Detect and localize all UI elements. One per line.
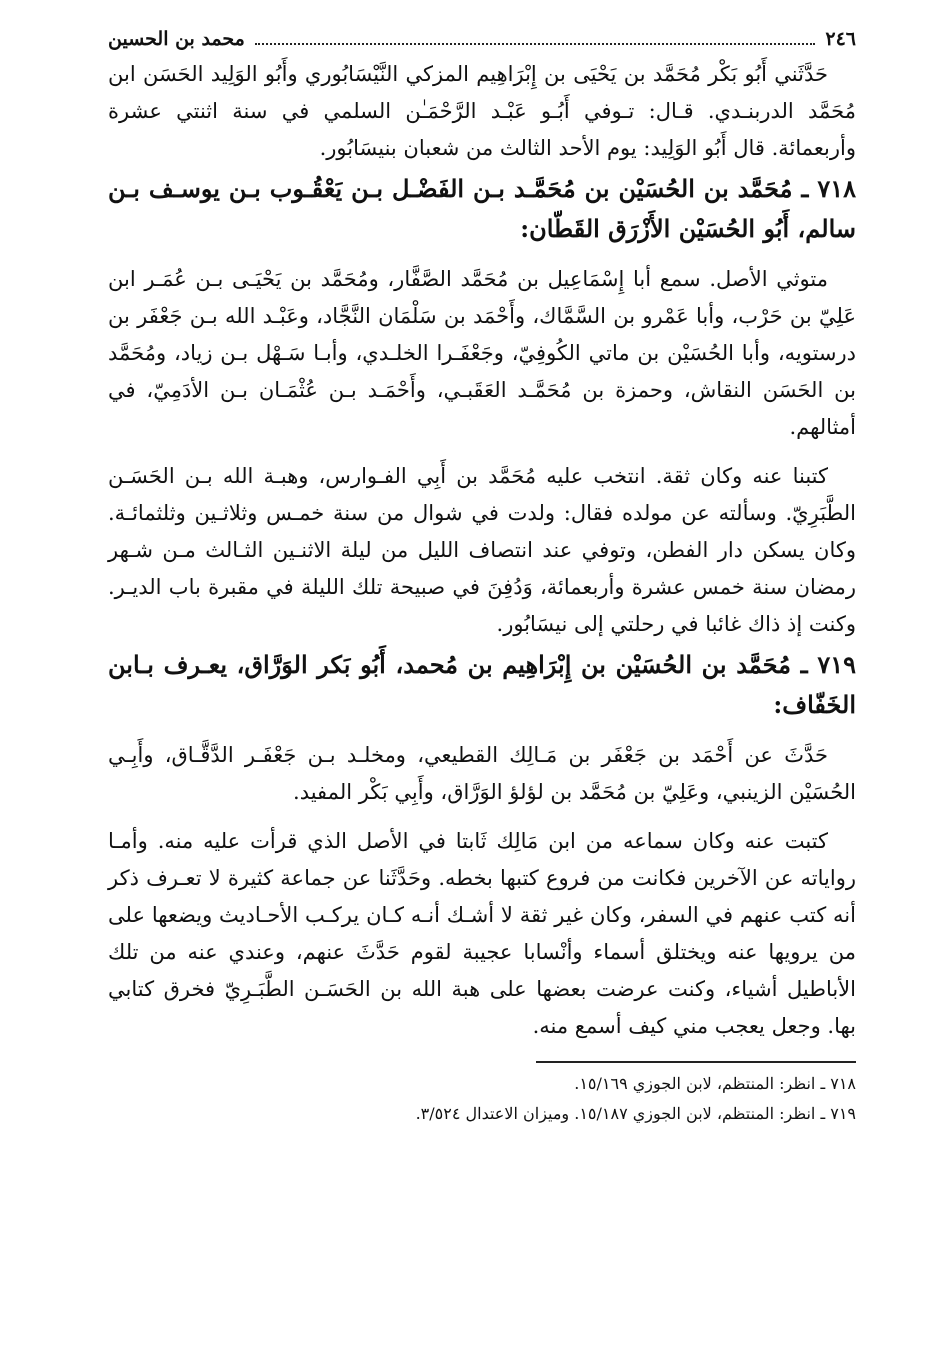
- running-header: [108, 22, 856, 56]
- entry-718-paragraph-1: متوثي الأصل. سمع أبا إِسْمَاعِيل بن مُحَمَّد الصَّفَّار، ومُحَمَّد بن يَحْيَـى بـن عُمَـر ابن عَلِيّ بن حَرْب، وأبا عَمْرو بن السَّمَّاك، وأَحْمَد بن سَلْمَان النَّجَّاد، وعَبْـد الله بـن جَعْفَر بن درستويه، وأبا الحُسَيْن بن ماتي الكُوفِيّ، وجَعْفَـرا الخلـدي، وأبـا سَـهْل بـن زياد، ومُحَمَّد بن الحَسَن النقاش، وحمزة بن مُحَمَّـد العَقَبـي، وأَحْمَـد بـن عُثْمَـان بـن الأدَمِيّ، في أمثالهم.: [108, 267, 856, 439]
- page-number: ٢٤٦: [825, 28, 856, 50]
- footnote-719: ٧١٩ ـ انظر: المنتظم، لابن الجوزي ١٥/١٨٧. وميزان الاعتدال ٣/٥٢٤.: [415, 1104, 856, 1123]
- footnote-718: ٧١٨ ـ انظر: المنتظم، لابن الجوزي ١٥/١٦٩.: [574, 1074, 856, 1093]
- entry-718-paragraph-2: كتبنا عنه وكان ثقة. انتخب عليه مُحَمَّد بن أَبِي الفـوارس، وهبـة الله بـن الحَسَـن الطَّبَرِيّ. وسألته عن مولده فقال: ولدت في شوال من سنة خمـس وثلاثـين وثلثمائـة. وكان يسكن دار الفطن، وتوفي عند انتصاف الليل من ليلة الاثنـين الثـالث مـن شـهر رمضان سنة خمس عشرة وأربعمائة، وَدُفِنَ في صبيحة تلك الليلة في مقبرة باب الديـر. وكنت إذ ذاك غائبا في رحلتي إلى نيسَابُور.: [108, 464, 856, 636]
- spacer: [108, 811, 856, 823]
- spacer: [108, 446, 856, 458]
- footnote-divider: [536, 1061, 856, 1063]
- leader-dots: [255, 25, 816, 45]
- entry-719-heading: ٧١٩ ـ مُحَمَّد بن الحُسَيْن بن إِبْرَاهِيم بن مُحمد، أَبُو بَكر الوَرَّاق، يعـرف بـابن الخَفّاف:: [108, 650, 857, 719]
- running-title: محمد بن الحسين: [108, 28, 245, 50]
- entry-718-heading: ٧١٨ ـ مُحَمَّد بن الحُسَيْن بن مُحَمَّـد بـن الفَضْـل بـن يَعْقُـوب بـن يوسـف بـن سالم، أَبُو الحُسَيْن الأَزْرَق القَطّان:: [108, 174, 856, 243]
- spacer: [108, 249, 856, 261]
- intro-paragraph: حَدَّثَني أَبُو بَكْر مُحَمَّد بن يَحْيَى بن إِبْرَاهِيم المزكي النَّيْسَابُوري وأَبُو الوَلِيد الحَسَن ابن مُحَمَّد الدربنـدي. قـال: تـوفي أَبُـو عَبْـد الرَّحْمَـٰن السلمي في سنة اثنتي عشرة وأربعمائة. قال أَبُو الوَلِيد: يوم الأحد الثالث من شعبان بنيسَابُور.: [108, 62, 856, 160]
- entry-719-paragraph-2: كتبت عنه وكان سماعه من ابن مَالِك ثَابتا في الأصل الذي قرأت عليه منه. وأمـا رواياته عن الآخرين فكانت من فروع كتبها بخطه. وحَدَّثَنا عن جماعة كثيرة لا تعـرف ذكر أنه كتب عنهم في السفر، وكان غير ثقة لا أشـك أنـه كـان يركـب الأحـاديث ويضعها على من يرويها عنه ويختلق أسماء وأنْسابا عجيبة لقوم حَدَّثَ عنهم، وعندي عنه من تلك الأباطيل أشياء، وكنت عرضت بعضها على هبة الله بن الحَسَـن الطَّبَـرِيّ فخرق كتابي بها. وجعل يعجب مني كيف أسمع منه.: [108, 829, 856, 1038]
- book-page: [108, 22, 856, 1129]
- entry-719-paragraph-1: حَدَّثَ عن أَحْمَد بن جَعْفَر بن مَـالِك القطيعي، ومخلـد بـن جَعْفَـر الدَّقَّـاق، وأَبِـي الحُسَيْن الزينبي، وعَلِيّ بن مُحَمَّد بن لؤلؤ الوَرَّاق، وأَبِي بَكْر المفيد.: [108, 743, 856, 804]
- spacer: [108, 725, 856, 737]
